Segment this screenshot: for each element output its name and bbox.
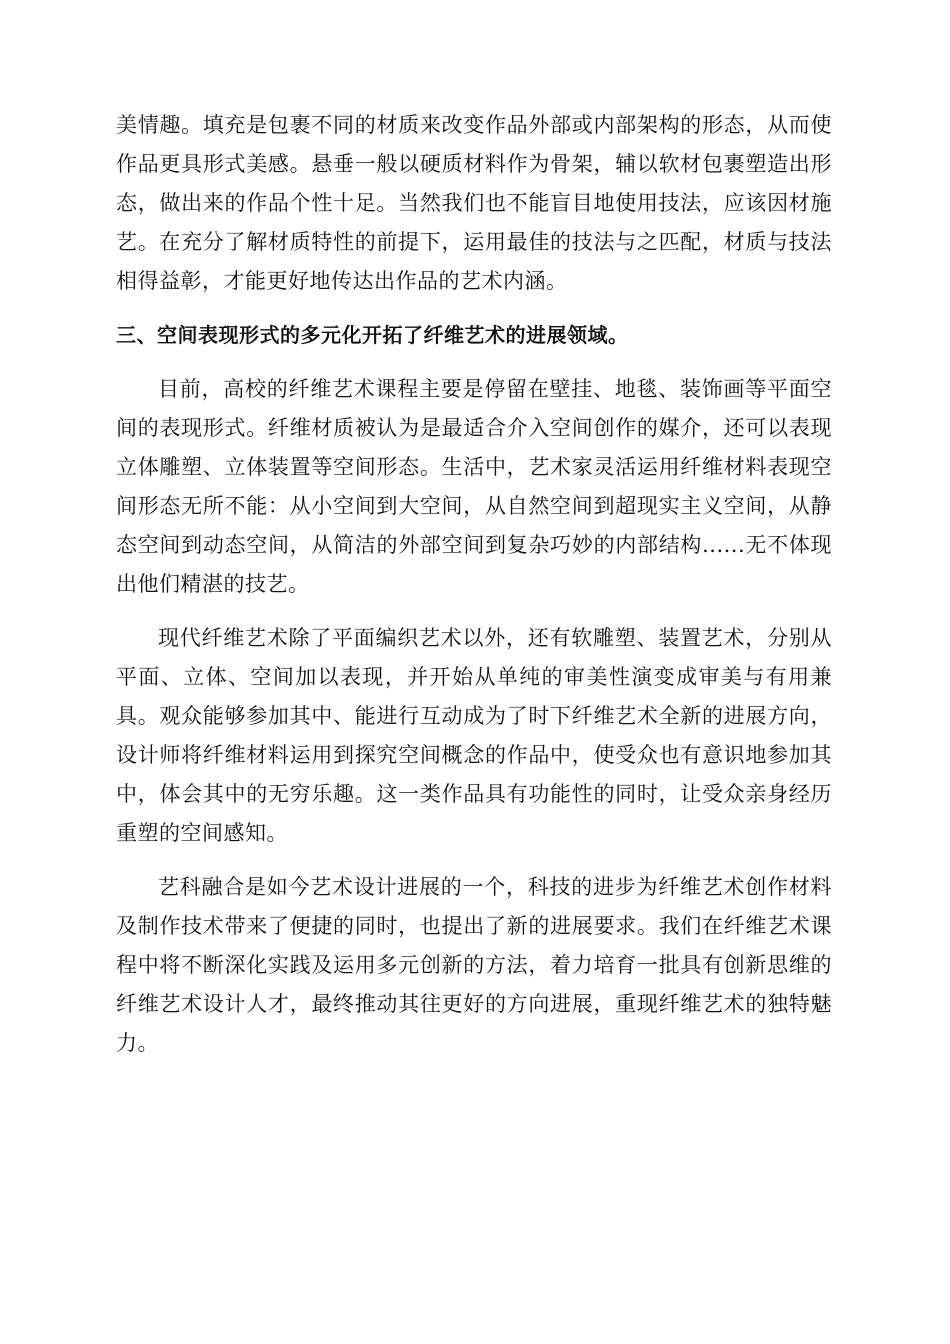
section-heading: 三、空间表现形式的多元化开拓了纤维艺术的进展领域。 [116, 323, 629, 347]
paragraph-modern-fiber-art: 现代纤维艺术除了平面编织艺术以外，还有软雕塑、装置艺术，分别从平面、立体、空间加以表现，并开始从单纯的审美性演变成审美与有用兼具。观众能够参加其中、能进行互动成为了时下纤维艺术全新的进展方向，设计师将纤维材料运用到探究空间概念的作品中，使受众也有意识地参加其中，体会其中的无穷乐趣。这一类作品具有功能性的同时，让受众亲身经历重塑的空间感知。 [116, 626, 832, 845]
document-body [116, 106, 832, 1063]
paragraph-art-tech-fusion: 艺科融合是如今艺术设计进展的一个，科技的进步为纤维艺术创作材料及制作技术带来了便捷的同时，也提出了新的进展要求。我们在纤维艺术课程中将不断深化实践及运用多元创新的方法，着力培育一批具有创新思维的纤维艺术设计人才，最终推动其往更好的方向进展，重现纤维艺术的独特魅力。 [116, 875, 832, 1055]
paragraph-space-forms: 目前，高校的纤维艺术课程主要是停留在壁挂、地毯、装饰画等平面空间的表现形式。纤维材质被认为是最适合介入空间创作的媒介，还可以表现立体雕塑、立体装置等空间形态。生活中，艺术家灵活运用纤维材料表现空间形态无所不能：从小空间到大空间，从自然空间到超现实主义空间，从静态空间到动态空间，从简洁的外部空间到复杂巧妙的内部结构......无不体现出他们精湛的技艺。 [116, 377, 832, 596]
paragraph-continuation: 美情趣。填充是包裹不同的材质来改变作品外部或内部架构的形态，从而使作品更具形式美感。悬垂一般以硬质材料作为骨架，辅以软材包裹塑造出形态，做出来的作品个性十足。当然我们也不能盲目地使用技法，应该因材施艺。在充分了解材质特性的前提下，运用最佳的技法与之匹配，材质与技法相得益彰，才能更好地传达出作品的艺术内涵。 [116, 113, 832, 293]
